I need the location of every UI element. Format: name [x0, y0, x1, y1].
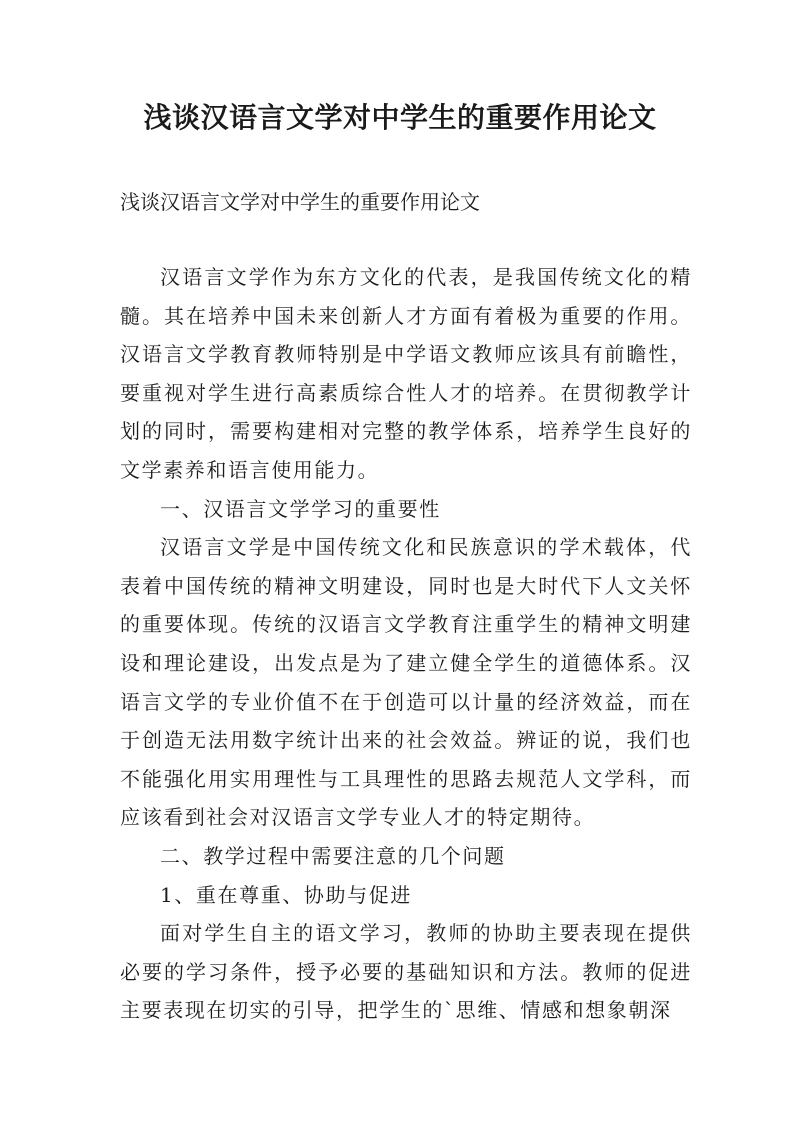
subsection-heading-1: 1、重在尊重、协助与促进 — [160, 882, 412, 907]
document-body — [120, 258, 692, 1030]
document-title: 浅谈汉语言文学对中学生的重要作用论文 — [143, 101, 657, 134]
paragraph-subsection-1: 面对学生自主的语文学习，教师的协助主要表现在提供必要的学习条件，授予必要的基础知识和方法。教师的促进主要表现在切实的引导，把学生的`思维、情感和想象朝深 — [120, 921, 692, 1023]
section-heading-1: 一、汉语言文学学习的重要性 — [160, 496, 441, 521]
document-subtitle: 浅谈汉语言文学对中学生的重要作用论文 — [120, 190, 480, 214]
paragraph-section-1: 汉语言文学是中国传统文化和民族意识的学术载体，代表着中国传统的精神文明建设，同时也是大时代下人文关怀的重要体现。传统的汉语言文学教育注重学生的精神文明建设和理论建设，出发点是为了建立健全学生的道德体系。汉语言文学的专业价值不在于创造可以计量的经济效益，而在于创造无法用数字统计出来的社会效益。辨证的说，我们也不能强化用实用理性与工具理性的思路去规范人文学科，而应该看到社会对汉语言文学专业人才的特定期待。 — [120, 535, 692, 830]
section-heading-2: 二、教学过程中需要注意的几个问题 — [160, 843, 506, 868]
paragraph-intro: 汉语言文学作为东方文化的代表，是我国传统文化的精髓。其在培养中国未来创新人才方面有着极为重要的作用。汉语言文学教育教师特别是中学语文教师应该具有前瞻性，要重视对学生进行高素质综合性人才的培养。在贯彻教学计划的同时，需要构建相对完整的教学体系，培养学生良好的文学素养和语言使用能力。 — [120, 265, 692, 482]
